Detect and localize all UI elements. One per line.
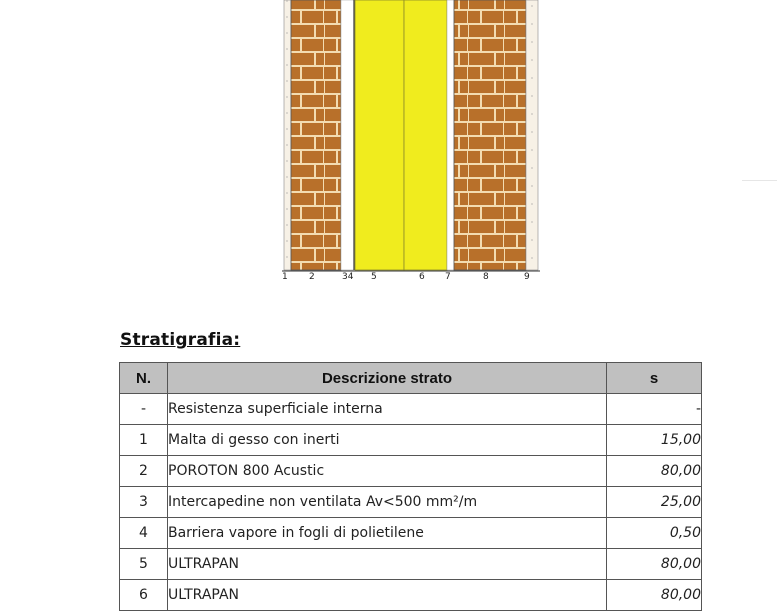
row-number: -: [120, 394, 168, 425]
layer-7-gap: [447, 0, 454, 270]
header-n: N.: [120, 363, 168, 394]
layer-9-render: [526, 0, 538, 270]
table-row: [120, 487, 702, 518]
row-description: Malta di gesso con inerti: [168, 425, 607, 456]
table-row: [120, 456, 702, 487]
row-description: ULTRAPAN: [168, 580, 607, 611]
table-row: [120, 580, 702, 611]
axis-label-34: 34: [342, 272, 354, 282]
row-number: 2: [120, 456, 168, 487]
axis-label-6: 6: [419, 272, 425, 282]
row-description: Intercapedine non ventilata Av<500 mm²/m: [168, 487, 607, 518]
wall-section-diagram: [0, 0, 777, 290]
row-description: POROTON 800 Acustic: [168, 456, 607, 487]
row-thickness: -: [607, 394, 702, 425]
row-number: 4: [120, 518, 168, 549]
stratigraphy-table: [119, 362, 702, 611]
axis-label-8: 8: [483, 272, 489, 282]
row-thickness: 80,00: [607, 580, 702, 611]
row-number: 5: [120, 549, 168, 580]
layer-3-cavity: [341, 0, 354, 270]
header-thickness: s: [607, 363, 702, 394]
axis-label-1: 1: [282, 272, 288, 282]
row-description: Resistenza superficiale interna: [168, 394, 607, 425]
row-thickness: 80,00: [607, 549, 702, 580]
layer-8-bricks: [454, 0, 526, 270]
row-thickness: 15,00: [607, 425, 702, 456]
row-description: ULTRAPAN: [168, 549, 607, 580]
layer-1-plaster: [284, 0, 291, 270]
row-number: 3: [120, 487, 168, 518]
row-number: 1: [120, 425, 168, 456]
section-title: Stratigrafia:: [120, 330, 241, 350]
header-description: Descrizione strato: [168, 363, 607, 394]
axis-label-9: 9: [524, 272, 530, 282]
table-row: [120, 394, 702, 425]
layer-5-insulation: [355, 0, 404, 270]
faint-divider: [742, 180, 777, 181]
table-row: [120, 549, 702, 580]
row-number: 6: [120, 580, 168, 611]
row-thickness: 25,00: [607, 487, 702, 518]
table-header-row: [120, 363, 702, 394]
layer-2-bricks: [291, 0, 341, 270]
axis-label-7: 7: [445, 272, 451, 282]
table-row: [120, 425, 702, 456]
row-thickness: 0,50: [607, 518, 702, 549]
table-row: [120, 518, 702, 549]
axis-label-2: 2: [309, 272, 315, 282]
layer-6-insulation: [404, 0, 447, 270]
axis-label-5: 5: [371, 272, 377, 282]
row-thickness: 80,00: [607, 456, 702, 487]
row-description: Barriera vapore in fogli di polietilene: [168, 518, 607, 549]
